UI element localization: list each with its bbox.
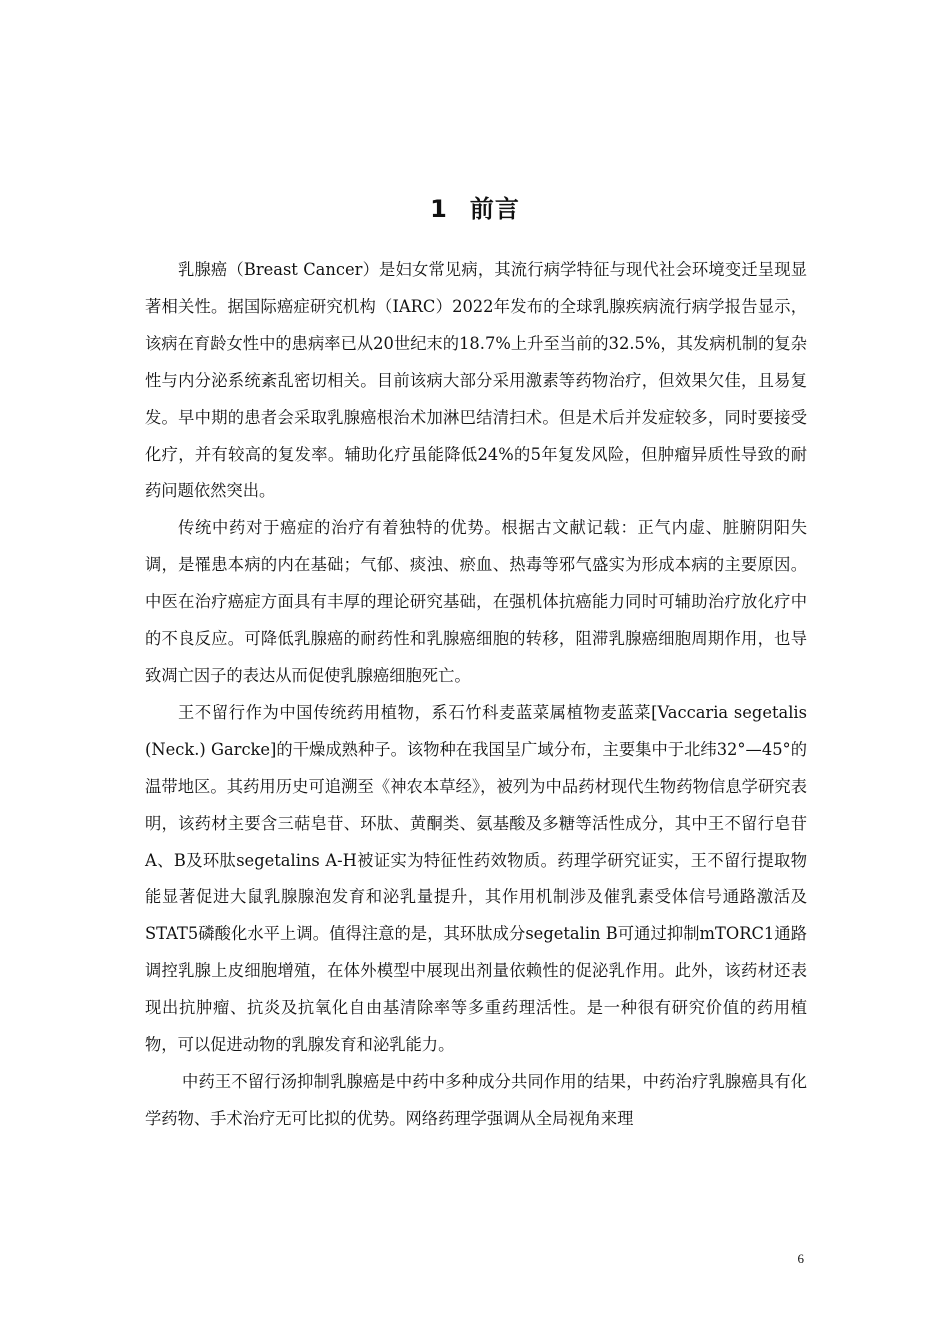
page-number: 6 xyxy=(797,1251,804,1266)
section-title: 前言 xyxy=(469,195,520,224)
paragraph-breast-cancer-background: 乳腺癌（Breast Cancer）是妇女常见病，其流行病学特征与现代社会环境变迁呈现显著相关性。据国际癌症研究机构（IARC）2022年发布的全球乳腺疾病流行病学报告显示，该病在育龄女性中的患病率已从20世纪末的18.7%上升至当前的32.5%，其发病机制的复杂性与内分泌系统紊乱密切相关。目前该病大部分采用激素等药物治疗，但效果欠佳，且易复发。早中期的患者会采取乳腺癌根治术加淋巴结清扫术。但是术后并发症较多，同时要接受化疗，并有较高的复发率。辅助化疗虽能降低24%的5年复发风险，但肿瘤异质性导致的耐药问题依然突出。 xyxy=(145,260,807,501)
section-number: 1 xyxy=(430,195,448,224)
paragraph-decoction-mechanism: 中药王不留行汤抑制乳腺癌是中药中多种成分共同作用的结果，中药治疗乳腺癌具有化学药物、手术治疗无可比拟的优势。网络药理学强调从全局视角来理 xyxy=(145,1071,807,1128)
paragraph-vaccaria-segetalis: 王不留行作为中国传统药用植物，系石竹科麦蓝菜属植物麦蓝菜[Vaccaria segetalis (Neck.) Garcke]的干燥成熟种子。该物种在我国呈广域分布，主要集中于北纬32°—45°的温带地区。其药用历史可追溯至《神农本草经》，被列为中品药材现代生物药物信息学研究表明，该药材主要含三萜皂苷、环肽、黄酮类、氨基酸及多糖等活性成分，其中王不留行皂苷A、B及环肽segetalins A-H被证实为特征性药效物质。药理学研究证实，王不留行提取物能显著促进大鼠乳腺腺泡发育和泌乳量提升，其作用机制涉及催乳素受体信号通路激活及STAT5磷酸化水平上调。值得注意的是，其环肽成分segetalin B可通过抑制mTORC1通路调控乳腺上皮细胞增殖，在体外模型中展现出剂量依赖性的促泌乳作用。此外，该药材还表现出抗肿瘤、抗炎及抗氧化自由基清除率等多重药理活性。是一种很有研究价值的药用植物，可以促进动物的乳腺发育和泌乳能力。 xyxy=(145,702,807,1055)
section-heading xyxy=(0,191,950,227)
body-text xyxy=(145,252,807,1138)
paragraph-tcm-advantages: 传统中药对于癌症的治疗有着独特的优势。根据古文献记载：正气内虚、脏腑阴阳失调，是罹患本病的内在基础；气郁、痰浊、瘀血、热毒等邪气盛实为形成本病的主要原因。中医在治疗癌症方面具有丰厚的理论研究基础，在强机体抗癌能力同时可辅助治疗放化疗中的不良反应。可降低乳腺癌的耐药性和乳腺癌细胞的转移，阻滞乳腺癌细胞周期作用，也导致凋亡因子的表达从而促使乳腺癌细胞死亡。 xyxy=(145,518,807,685)
